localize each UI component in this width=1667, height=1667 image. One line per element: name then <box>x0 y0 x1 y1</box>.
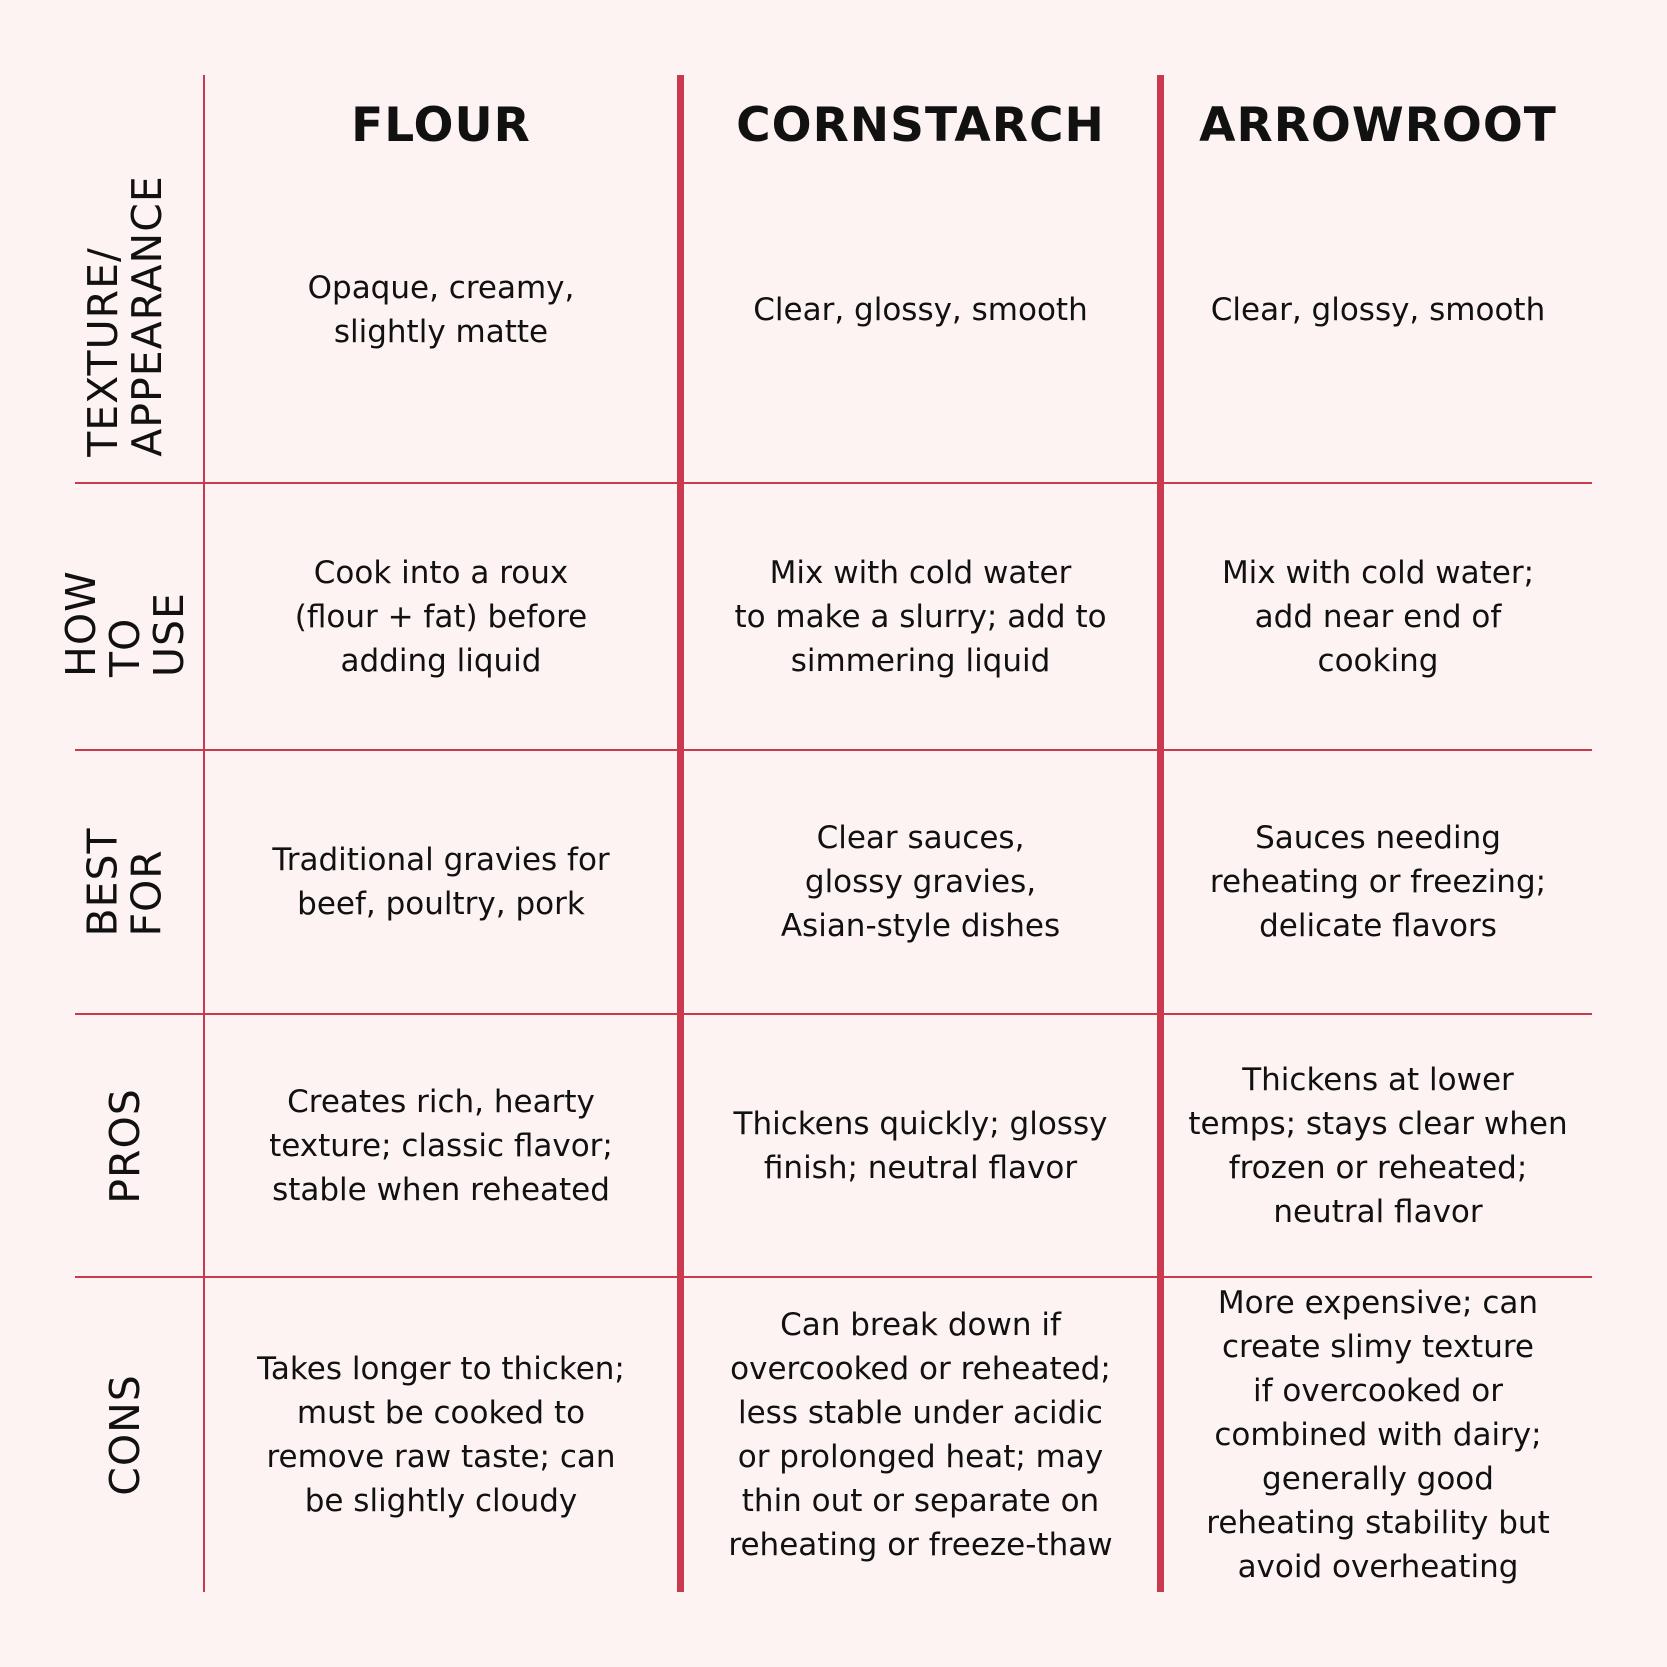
column-header-flour: FLOUR <box>351 97 531 153</box>
row-header-texture-appearance: TEXTURE/ APPEARANCE <box>79 175 171 457</box>
column-divider-2 <box>1157 75 1164 1592</box>
cell-flour-best-for: Traditional gravies for beef, poultry, pork <box>272 842 610 922</box>
cell-flour-texture: Opaque, creamy, slightly matte <box>307 270 575 350</box>
row-header-pros: PROS <box>100 1087 149 1204</box>
cell-cornstarch-pros: Thickens quickly; glossy finish; neutral flavor <box>733 1105 1108 1186</box>
cell-arrowroot-cons: More expensive; can create slimy texture if overcooked or combined with dairy; generally good reheating stability but avoid overheating <box>1206 1285 1550 1585</box>
row-header-best-for: BEST FOR <box>78 827 171 937</box>
cell-cornstarch-how-to-use: Mix with cold water to make a slurry; add to simmering liquid <box>734 554 1107 679</box>
cell-cornstarch-texture: Clear, glossy, smooth <box>753 292 1088 328</box>
cell-arrowroot-pros: Thickens at lower temps; stays clear when frozen or reheated; neutral flavor <box>1188 1061 1568 1230</box>
column-header-cornstarch: CORNSTARCH <box>736 97 1105 153</box>
row-header-how-to-use: HOW TO USE <box>57 569 193 677</box>
cell-flour-how-to-use: Cook into a roux (flour + fat) before adding liquid <box>294 554 588 679</box>
cell-arrowroot-how-to-use: Mix with cold water; add near end of cooking <box>1221 554 1535 679</box>
cell-arrowroot-best-for: Sauces needing reheating or freezing; delicate flavors <box>1209 820 1547 944</box>
row-header-cons: CONS <box>101 1374 150 1496</box>
column-divider-1 <box>677 75 684 1592</box>
cell-arrowroot-texture: Clear, glossy, smooth <box>1210 292 1546 328</box>
cell-cornstarch-cons: Can break down if overcooked or reheated; less stable under acidic or prolonged heat; may thin out or separate on reheating or freeze-thaw <box>728 1307 1113 1563</box>
cell-cornstarch-best-for: Clear sauces, glossy gravies, Asian-style dishes <box>780 820 1061 944</box>
cell-flour-pros: Creates rich, hearty texture; classic flavor; stable when reheated <box>269 1083 613 1208</box>
column-header-arrowroot: ARROWROOT <box>1199 97 1557 153</box>
cell-flour-cons: Takes longer to thicken; must be cooked to remove raw taste; can be slightly cloudy <box>257 1351 625 1519</box>
